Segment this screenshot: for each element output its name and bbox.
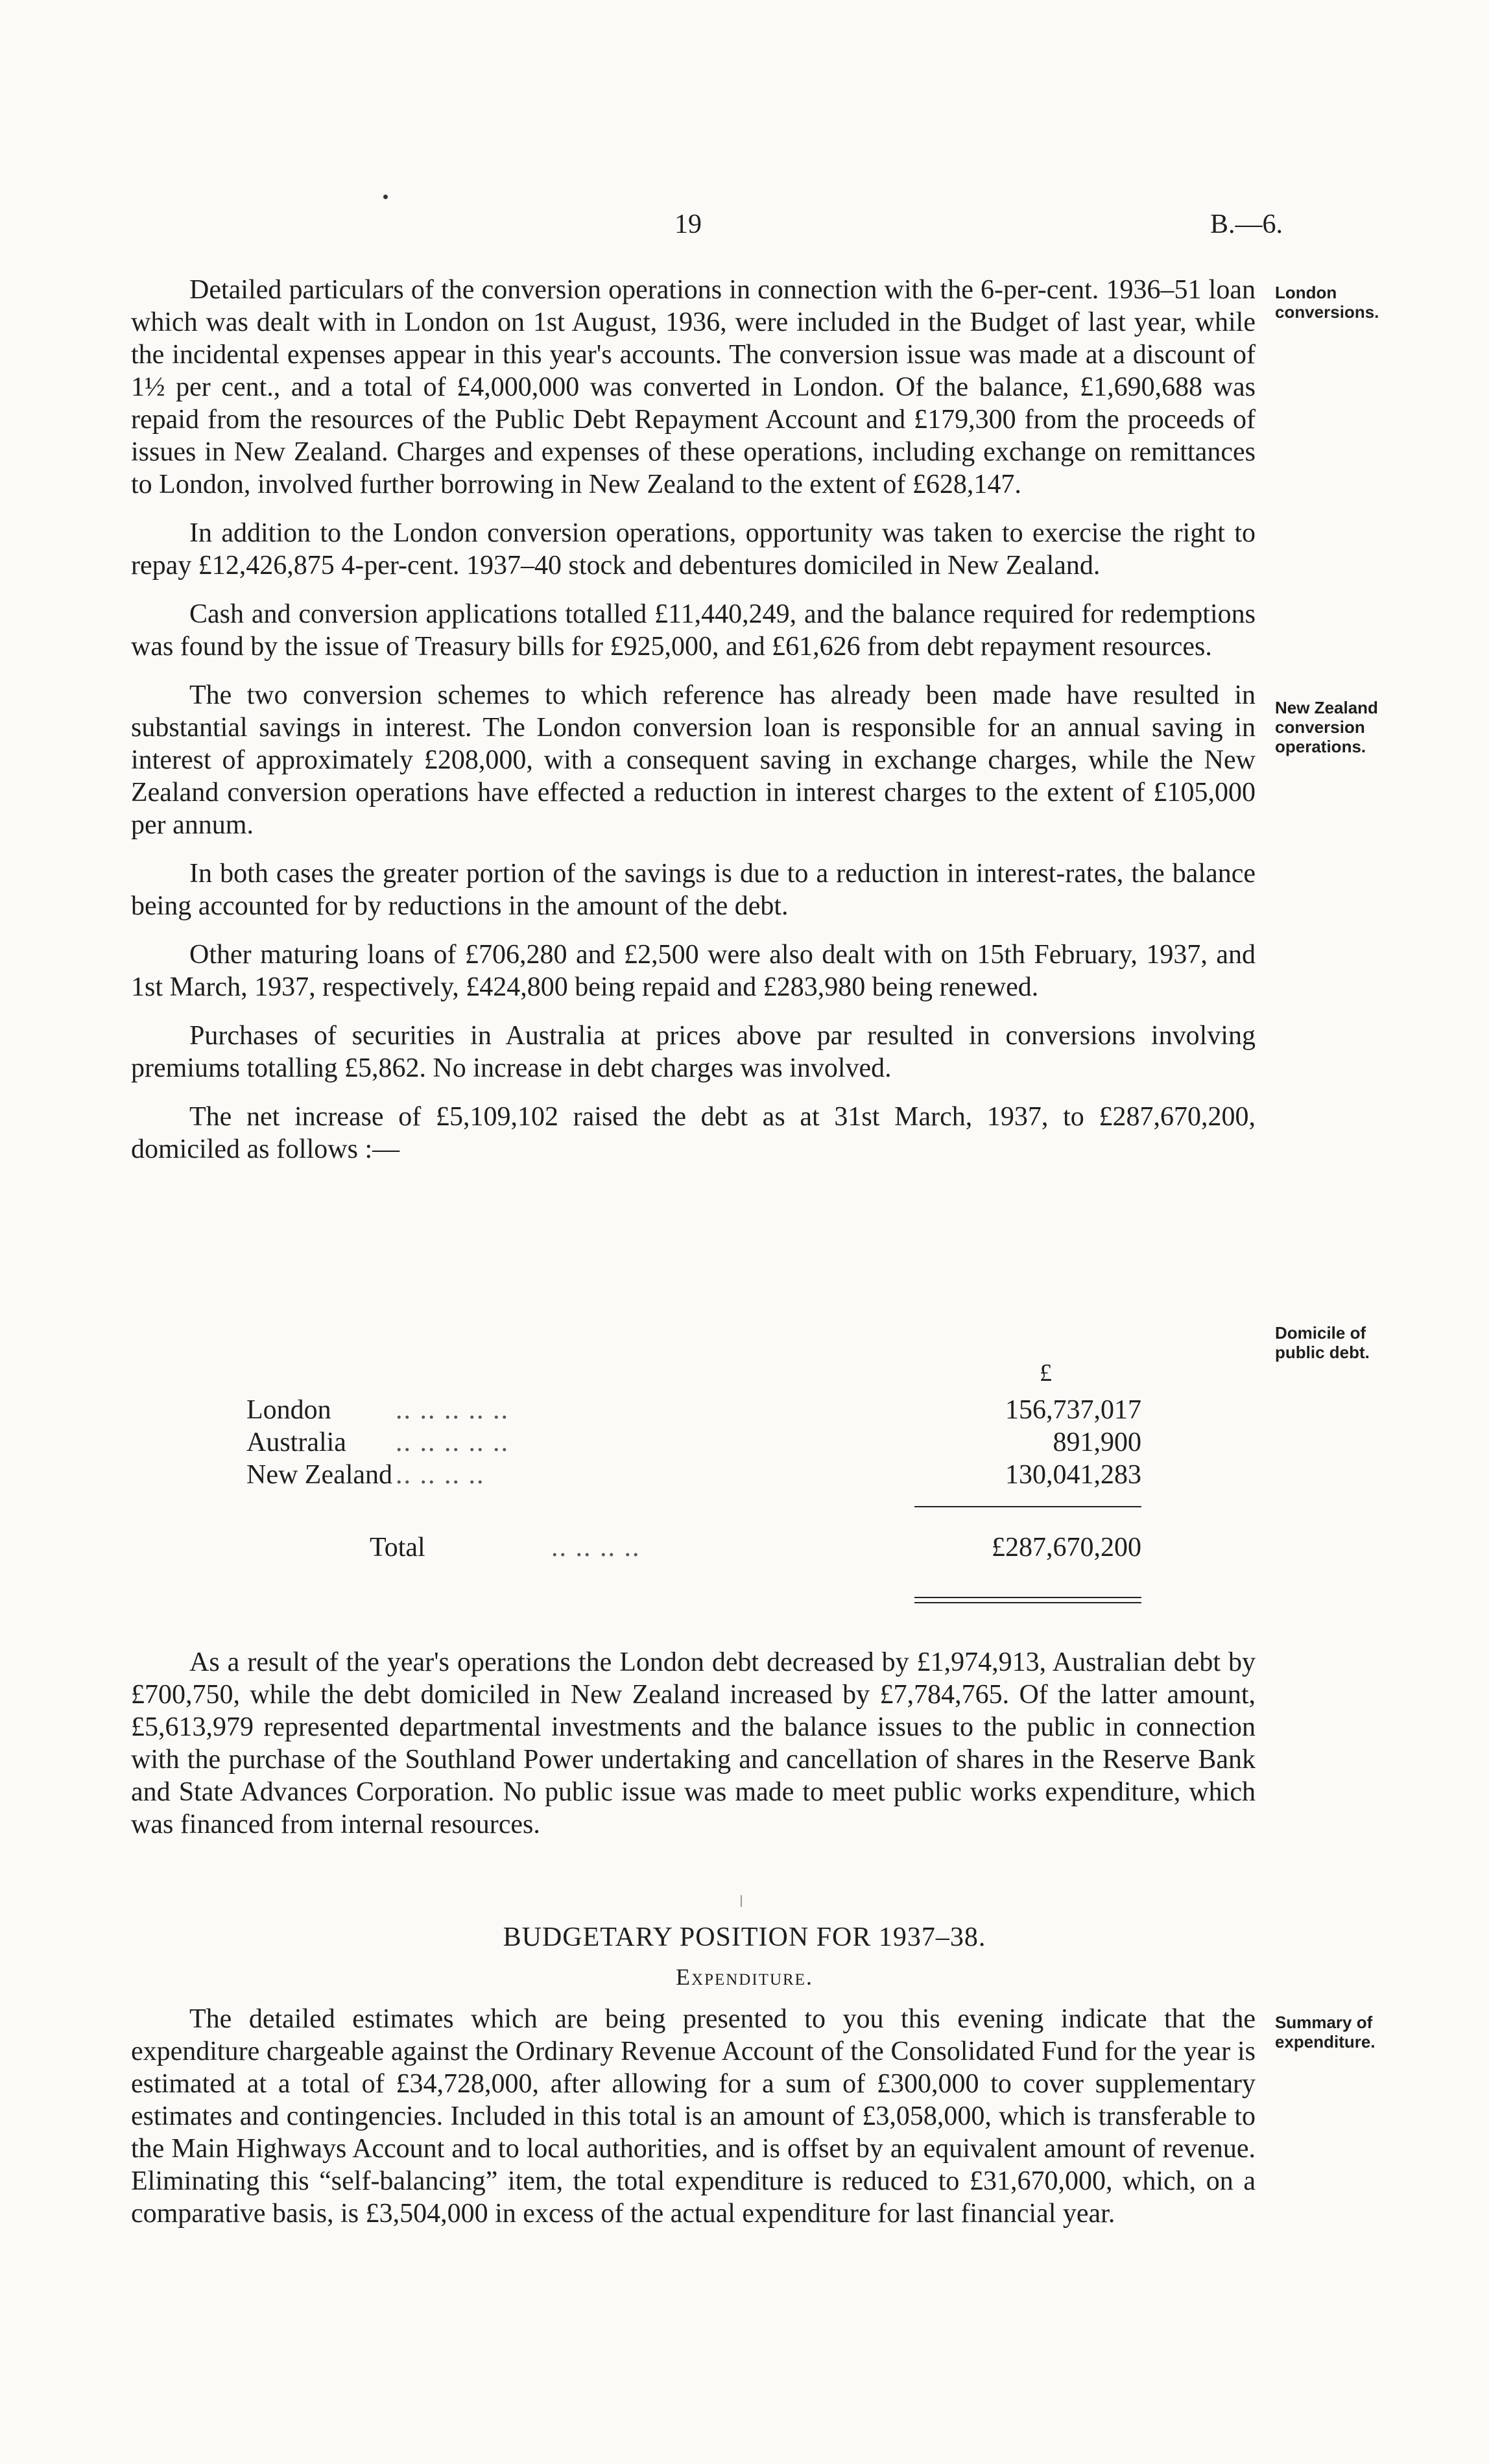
section-heading-budgetary: BUDGETARY POSITION FOR 1937–38. [503, 1922, 986, 1952]
total-rule-top [914, 1597, 1141, 1598]
paragraph-repay-right: In addition to the London conversion operations, opportunity was taken to exercise the right to repay £12,426,875 4-per-cent. 1937–40 stock and debentures domiciled in New Zealand. [131, 518, 1256, 580]
row-amount: 130,041,283 [1005, 1460, 1141, 1490]
row-label: New Zealand [246, 1460, 393, 1490]
leader-dots: .. .. .. .. [551, 1533, 641, 1562]
leader-dots: .. .. .. .. .. [396, 1428, 509, 1457]
paragraph-rates: In both cases the greater portion of the savings is due to a reduction in interest-rates, the balance being accounted for by reductions in the amount of the debt. [131, 859, 1256, 921]
row-label: London [246, 1395, 331, 1425]
body-section-3 [131, 2003, 1256, 2246]
side-note-london-conversions: London conversions. [1275, 283, 1379, 322]
subtotal-rule [914, 1506, 1141, 1507]
table-row [246, 1459, 1141, 1492]
row-amount: 156,737,017 [1005, 1395, 1141, 1425]
paragraph-cash-applications: Cash and conversion applications totalled £11,440,249, and the balance required for redemptions was found by the issue of Treasury bills for £925,000, and £61,626 from debt repayment resources. [131, 599, 1256, 662]
total-label: Total [370, 1533, 425, 1562]
paragraph-savings: The two conversion schemes to which reference has already been made have resulted in substantial savings in interest. The London conversion loan is responsible for an annual saving in interest of approximately £208,000, with a consequent saving in exchange charges, while the New Zealand conversion operations have effected a reduction in interest charges to the extent of £105,000 per annum. [131, 680, 1256, 840]
side-note-nz-conversion: New Zealand conversion operations. [1275, 698, 1378, 756]
paragraph-london-conversion: Detailed particulars of the conversion operations in connection with the 6-per-cent. 1936–51 loan which was dealt with in London on 1st August, 1936, were included in the Budget of last year, while the incidental expenses appear in this year's accounts. The conversion issue was made at a discount of 1½ per cent., and a total of £4,000,000 was converted in London. Of the balance, £1,690,688 was repaid from the resources of the Public Debt Repayment Account and £179,300 from the proceeds of issues in New Zealand. Charges and expenses of these operations, including exchange on remittances to London, involved further borrowing in New Zealand to the extent of £628,147. [131, 275, 1256, 499]
leader-dots: .. .. .. .. .. [396, 1395, 509, 1425]
currency-unit: £ [1040, 1359, 1052, 1387]
stray-dot [383, 195, 388, 199]
paragraph-year-result: As a result of the year's operations the London debt decreased by £1,974,913, Australian debt by £700,750, while the debt domiciled in New Zealand increased by £7,784,765. Of the latter amount, £5,613,979 represented departmental investments and the balance issues to the public in connection with the purchase of the Southland Power undertaking and cancellation of shares in the Reserve Bank and State Advances Corporation. No public issue was made to meet public works expenditure, which was financed from internal resources. [131, 1647, 1256, 1839]
document-reference: B.—6. [1210, 209, 1283, 239]
paragraph-expenditure-summary: The detailed estimates which are being presented to you this evening indicate that the expenditure chargeable against the Ordinary Revenue Account of the Consolidated Fund for the year is estimated at a total of £34,728,000, after allowing for a sum of £300,000 to cover supplementary estimates and contingencies. Included in this total is an amount of £3,058,000, which is transferable to the Main Highways Account and to local authorities, and is offset by an equivalent amount of revenue. Eliminating this “self-balancing” item, the total expenditure is reduced to £31,670,000, which, on a comparative basis, is £3,504,000 in excess of the actual expenditure for last financial year. [131, 2004, 1256, 2229]
table-row [246, 1394, 1141, 1427]
row-amount: 891,900 [1053, 1428, 1141, 1457]
subheading-expenditure: Expenditure. [676, 1964, 813, 1990]
leader-dots: .. .. .. .. [396, 1460, 485, 1490]
paragraph-maturing-loans: Other maturing loans of £706,280 and £2,500 were also dealt with on 15th February, 1937, and 1st March, 1937, respectively, £424,800 being repaid and £283,980 being renewed. [131, 940, 1256, 1002]
paragraph-australia-purchases: Purchases of securities in Australia at prices above par resulted in conversions involving premiums totalling £5,862. No increase in debt charges was involved. [131, 1021, 1256, 1083]
faint-mark [741, 1895, 742, 1907]
body-section-1 [131, 274, 1256, 1182]
table-row [246, 1427, 1141, 1459]
table-total-row [246, 1532, 1141, 1564]
page-number: 19 [674, 209, 702, 239]
body-section-2 [131, 1646, 1256, 1857]
total-amount: £287,670,200 [992, 1533, 1141, 1562]
side-note-summary: Summary of expenditure. [1275, 2013, 1376, 2051]
row-label: Australia [246, 1428, 346, 1457]
paragraph-net-increase: The net increase of £5,109,102 raised the debt as at 31st March, 1937, to £287,670,200, domiciled as follows :— [131, 1102, 1256, 1164]
total-rule-bottom [914, 1602, 1141, 1603]
side-note-domicile: Domicile of public debt. [1275, 1323, 1370, 1362]
